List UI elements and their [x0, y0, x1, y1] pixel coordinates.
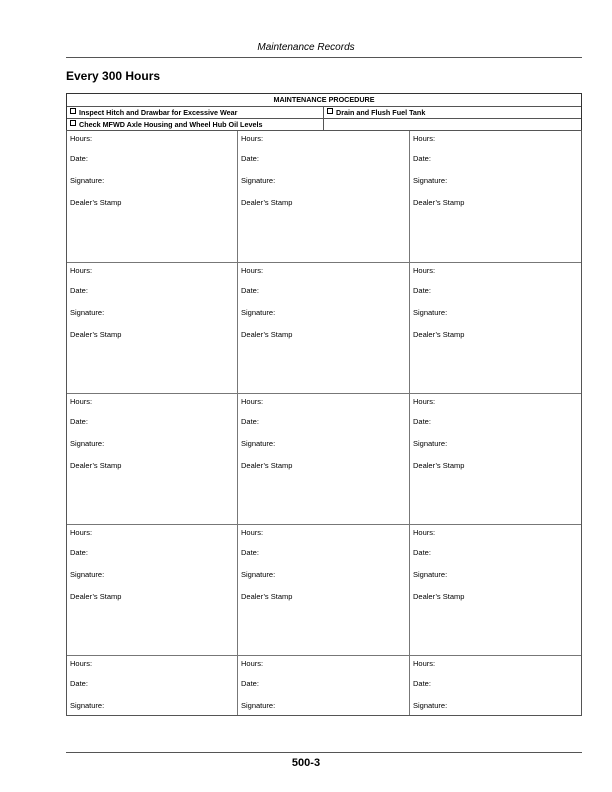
dealer-stamp-label: Dealer’s Stamp	[241, 198, 293, 207]
date-label: Date:	[241, 417, 259, 426]
signature-label: Signature:	[241, 570, 276, 579]
date-label: Date:	[241, 154, 259, 163]
record-row	[67, 131, 581, 262]
record-cell[interactable]	[238, 131, 410, 262]
running-head: Maintenance Records	[257, 42, 355, 53]
hours-label: Hours:	[413, 266, 436, 275]
hours-label: Hours:	[70, 397, 93, 406]
page-number: 500-3	[291, 757, 321, 769]
date-label: Date:	[413, 548, 431, 557]
procedure-row	[67, 106, 581, 118]
record-row	[67, 524, 581, 655]
date-label: Date:	[413, 154, 431, 163]
procedure-item-label: Drain and Flush Fuel Tank	[336, 108, 426, 117]
signature-label: Signature:	[241, 701, 276, 710]
checkbox-icon[interactable]	[327, 108, 333, 114]
signature-label: Signature:	[241, 439, 276, 448]
record-cell[interactable]	[410, 525, 581, 655]
record-row	[67, 262, 581, 393]
date-label: Date:	[241, 548, 259, 557]
date-label: Date:	[413, 286, 431, 295]
procedure-item-label: Inspect Hitch and Drawbar for Excessive Wear	[79, 108, 238, 117]
hours-label: Hours:	[413, 659, 436, 668]
date-label: Date:	[70, 548, 88, 557]
signature-label: Signature:	[413, 570, 448, 579]
signature-label: Signature:	[241, 308, 276, 317]
date-label: Date:	[70, 154, 88, 163]
hours-label: Hours:	[241, 397, 264, 406]
checkbox-icon[interactable]	[70, 120, 76, 126]
hours-label: Hours:	[70, 134, 93, 143]
dealer-stamp-label: Dealer’s Stamp	[70, 592, 122, 601]
procedure-header: MAINTENANCE PROCEDURE	[273, 95, 375, 104]
dealer-stamp-label: Dealer’s Stamp	[241, 330, 293, 339]
signature-label: Signature:	[413, 439, 448, 448]
hours-label: Hours:	[241, 659, 264, 668]
hours-label: Hours:	[413, 528, 436, 537]
procedure-item	[324, 107, 581, 118]
date-label: Date:	[70, 286, 88, 295]
record-cell[interactable]	[410, 394, 581, 524]
procedure-header-row	[67, 94, 581, 106]
signature-label: Signature:	[70, 570, 105, 579]
dealer-stamp-label: Dealer’s Stamp	[241, 461, 293, 470]
dealer-stamp-label: Dealer’s Stamp	[413, 330, 465, 339]
date-label: Date:	[413, 417, 431, 426]
record-row	[67, 393, 581, 524]
signature-label: Signature:	[413, 176, 448, 185]
section-title: Every 300 Hours	[66, 69, 161, 83]
record-cell[interactable]	[410, 131, 581, 262]
procedure-item-empty	[324, 119, 581, 130]
signature-label: Signature:	[241, 176, 276, 185]
signature-label: Signature:	[70, 308, 105, 317]
record-cell[interactable]	[410, 263, 581, 393]
signature-label: Signature:	[413, 308, 448, 317]
procedure-item-label: Check MFWD Axle Housing and Wheel Hub Oil Levels	[79, 120, 263, 129]
hours-label: Hours:	[70, 528, 93, 537]
service-record-grid	[66, 130, 582, 716]
maintenance-procedure-table	[66, 93, 582, 131]
hours-label: Hours:	[241, 266, 264, 275]
hours-label: Hours:	[70, 266, 93, 275]
hours-label: Hours:	[413, 134, 436, 143]
record-cell[interactable]	[238, 263, 410, 393]
signature-label: Signature:	[413, 701, 448, 710]
date-label: Date:	[241, 286, 259, 295]
dealer-stamp-label: Dealer’s Stamp	[70, 198, 122, 207]
checkbox-icon[interactable]	[70, 108, 76, 114]
procedure-item	[67, 107, 324, 118]
record-cell[interactable]	[238, 394, 410, 524]
hours-label: Hours:	[241, 134, 264, 143]
record-cell[interactable]	[67, 656, 238, 715]
record-row	[67, 655, 581, 715]
header-divider	[66, 57, 582, 58]
dealer-stamp-label: Dealer’s Stamp	[70, 461, 122, 470]
procedure-row	[67, 118, 581, 130]
signature-label: Signature:	[70, 701, 105, 710]
hours-label: Hours:	[413, 397, 436, 406]
dealer-stamp-label: Dealer’s Stamp	[70, 330, 122, 339]
dealer-stamp-label: Dealer’s Stamp	[413, 592, 465, 601]
signature-label: Signature:	[70, 439, 105, 448]
dealer-stamp-label: Dealer’s Stamp	[413, 198, 465, 207]
footer-divider	[66, 752, 582, 753]
date-label: Date:	[241, 679, 259, 688]
date-label: Date:	[413, 679, 431, 688]
record-cell[interactable]	[67, 263, 238, 393]
signature-label: Signature:	[70, 176, 105, 185]
record-cell[interactable]	[67, 394, 238, 524]
record-cell[interactable]	[67, 525, 238, 655]
date-label: Date:	[70, 679, 88, 688]
record-cell[interactable]	[410, 656, 581, 715]
hours-label: Hours:	[70, 659, 93, 668]
procedure-item	[67, 119, 324, 130]
record-cell[interactable]	[67, 131, 238, 262]
hours-label: Hours:	[241, 528, 264, 537]
dealer-stamp-label: Dealer’s Stamp	[413, 461, 465, 470]
record-cell[interactable]	[238, 656, 410, 715]
dealer-stamp-label: Dealer’s Stamp	[241, 592, 293, 601]
date-label: Date:	[70, 417, 88, 426]
record-cell[interactable]	[238, 525, 410, 655]
